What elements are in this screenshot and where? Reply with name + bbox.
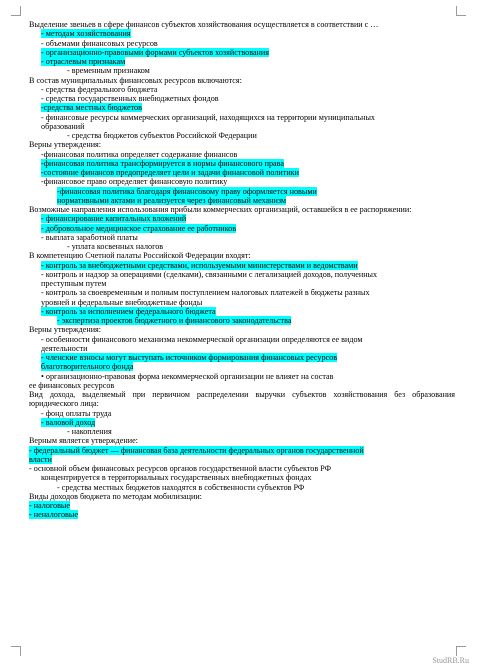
document-line bbox=[29, 298, 455, 307]
crop-mark-top-left bbox=[11, 6, 21, 16]
line-text: - средства федерального бюджета bbox=[41, 84, 158, 94]
document-line bbox=[29, 113, 455, 122]
watermark: StudRB.Ru bbox=[432, 656, 469, 665]
line-text: Вид дохода, выделяемый при первичном распределении выручки субъектов хозяйствования без образования юридического лица: bbox=[29, 390, 455, 409]
line-text: Верны утверждения: bbox=[29, 325, 102, 335]
highlighted-text: - налоговые bbox=[29, 501, 70, 510]
highlighted-text: благотворительного фонда bbox=[41, 362, 134, 372]
line-text: - особенности финансового механизма некоммерческой организации определяются ее видом bbox=[41, 334, 363, 344]
document-line bbox=[29, 270, 455, 279]
highlighted-text: - экспертиза проектов бюджетного и финансового законодательства bbox=[57, 316, 292, 325]
line-text: ее финансовых ресурсов bbox=[29, 380, 115, 390]
document-line bbox=[29, 344, 455, 353]
highlighted-text: - контроль за исполнением федерального бюджета bbox=[41, 306, 216, 316]
highlighted-text: - отраслевым признакам bbox=[41, 57, 126, 66]
highlighted-text: - членские взносы могут выступать источником формирования финансовых ресурсов bbox=[41, 353, 338, 362]
highlighted-text: - организационно-правовыми формами субъектов хозяйствования bbox=[41, 47, 269, 57]
line-text: -финансовая политика определяет содержание финансов bbox=[41, 149, 238, 159]
line-text: Возможные направления использования прибыли коммерческих организаций, оставшейся в ее распоряжении: bbox=[29, 205, 412, 214]
highlighted-text: -финансовая политика благодаря финансовому праву оформляется новыми bbox=[57, 186, 317, 196]
line-text: - временным признаком bbox=[67, 66, 150, 76]
document-line bbox=[29, 510, 455, 519]
highlighted-text: - федеральный бюджет — финансовая база деятельности федеральных органов государственной bbox=[29, 445, 364, 455]
highlighted-text: власти bbox=[29, 454, 52, 464]
line-text: - уплата косвенных налогов bbox=[67, 242, 164, 251]
document-line bbox=[29, 187, 455, 196]
document-line bbox=[29, 233, 455, 242]
line-text: -финансовое право определяет финансовую политику bbox=[41, 177, 228, 187]
document-line bbox=[29, 29, 455, 38]
document-line bbox=[29, 409, 455, 418]
document-line bbox=[29, 242, 455, 251]
document-line bbox=[29, 446, 455, 455]
line-text: - финансовые ресурсы коммерческих организаций, находящихся на территории муниципальных bbox=[41, 112, 375, 122]
line-text: деятельности bbox=[41, 343, 88, 353]
document-line bbox=[29, 390, 455, 409]
document-line bbox=[29, 177, 455, 186]
crop-mark-bottom-right bbox=[456, 646, 466, 656]
line-text: - объемами финансовых ресурсов bbox=[41, 38, 158, 48]
document-line bbox=[29, 140, 455, 149]
line-text: В состав муниципальных финансовых ресурсов включаются: bbox=[29, 75, 242, 85]
highlighted-text: - неналоговые bbox=[29, 510, 78, 520]
document-line bbox=[29, 205, 455, 214]
line-text: - контроль за своевременным и полным поступлением налоговых платежей в бюджеты разных bbox=[41, 288, 370, 298]
line-text: Верны утверждения: bbox=[29, 140, 102, 150]
line-text: - средства местных бюджетов находятся в собственности субъектов РФ bbox=[57, 482, 305, 492]
document-line bbox=[29, 492, 455, 501]
document-line bbox=[29, 20, 455, 29]
line-text: В компетенцию Счетной палаты Российской Федерации входят: bbox=[29, 251, 251, 261]
document-line bbox=[29, 196, 455, 205]
document-line bbox=[29, 168, 455, 177]
document-body bbox=[29, 20, 455, 520]
document-line bbox=[29, 131, 455, 140]
document-line bbox=[29, 261, 455, 270]
document-line bbox=[29, 372, 455, 381]
document-line bbox=[29, 251, 455, 260]
document-line bbox=[29, 464, 455, 473]
line-text: Виды доходов бюджета по методам мобилизации: bbox=[29, 491, 202, 501]
document-line bbox=[29, 427, 455, 436]
document-line bbox=[29, 57, 455, 66]
line-text: • организационно-правовая форма некоммерческой организации не влияет на состав bbox=[41, 371, 334, 381]
line-text: концентрируется в территориальных государственных внебюджетных фондах bbox=[41, 473, 312, 483]
line-text: образований bbox=[41, 121, 85, 131]
document-line bbox=[29, 436, 455, 445]
document-line bbox=[29, 473, 455, 482]
highlighted-text: - контроль за внебюджетными средствами, используемыми министерствами и ведомствами bbox=[41, 260, 358, 270]
document-line bbox=[29, 122, 455, 131]
highlighted-text: - методам хозяйствования bbox=[41, 29, 131, 39]
document-line bbox=[29, 103, 455, 112]
document-line bbox=[29, 455, 455, 464]
document-line bbox=[29, 48, 455, 57]
document-line bbox=[29, 279, 455, 288]
highlighted-text: -средства местных бюджетов bbox=[41, 103, 142, 113]
document-line bbox=[29, 501, 455, 510]
document-line bbox=[29, 288, 455, 297]
document-line bbox=[29, 76, 455, 85]
line-text: Выделение звеньев в сфере финансов субъектов хозяйствования осуществляется в соответствии с … bbox=[29, 20, 379, 29]
line-text: - фонд оплаты труда bbox=[41, 408, 112, 418]
highlighted-text: - валовой доход bbox=[41, 417, 96, 427]
document-line bbox=[29, 159, 455, 168]
document-line bbox=[29, 418, 455, 427]
document-line bbox=[29, 214, 455, 223]
highlighted-text: нормативными актами и реализуется через финансовый механизм bbox=[57, 195, 287, 205]
document-line bbox=[29, 150, 455, 159]
document-line bbox=[29, 316, 455, 325]
highlighted-text: -состояние финансов предопределяет цели и задачи финансовой политики bbox=[41, 168, 299, 177]
line-text: преступным путем bbox=[41, 279, 107, 288]
highlighted-text: - добровольное медицинское страхование ее работников bbox=[41, 223, 237, 233]
line-text: - средства государственных внебюджетных фондов bbox=[41, 94, 219, 103]
document-line bbox=[29, 353, 455, 362]
document-line bbox=[29, 66, 455, 75]
document-line bbox=[29, 381, 455, 390]
document-line bbox=[29, 307, 455, 316]
line-text: - контроль и надзор за операциями (сделками), связанными с легализацией доходов, полученных bbox=[41, 269, 378, 279]
document-line bbox=[29, 325, 455, 334]
highlighted-text: - финансирование капитальных вложений bbox=[41, 214, 187, 224]
line-text: - средства бюджетов субъектов Российской Федерации bbox=[67, 131, 257, 140]
document-line bbox=[29, 335, 455, 344]
line-text: уровней и федеральные внебюджетные фонды bbox=[41, 297, 203, 307]
document-line bbox=[29, 483, 455, 492]
document-line bbox=[29, 362, 455, 371]
document-line bbox=[29, 94, 455, 103]
document-line bbox=[29, 39, 455, 48]
line-text: - основной объем финансовых ресурсов органов государственной власти субъектов РФ bbox=[29, 464, 332, 473]
crop-mark-bottom-left bbox=[11, 646, 21, 656]
line-text: Верным является утверждение: bbox=[29, 436, 138, 446]
line-text: - накопления bbox=[67, 427, 112, 436]
highlighted-text: -финансовая политика трансформируется в нормы финансового права bbox=[41, 158, 284, 168]
document-line bbox=[29, 85, 455, 94]
crop-mark-top-right bbox=[456, 6, 466, 16]
line-text: - выплата заработной платы bbox=[41, 232, 138, 242]
document-line bbox=[29, 224, 455, 233]
